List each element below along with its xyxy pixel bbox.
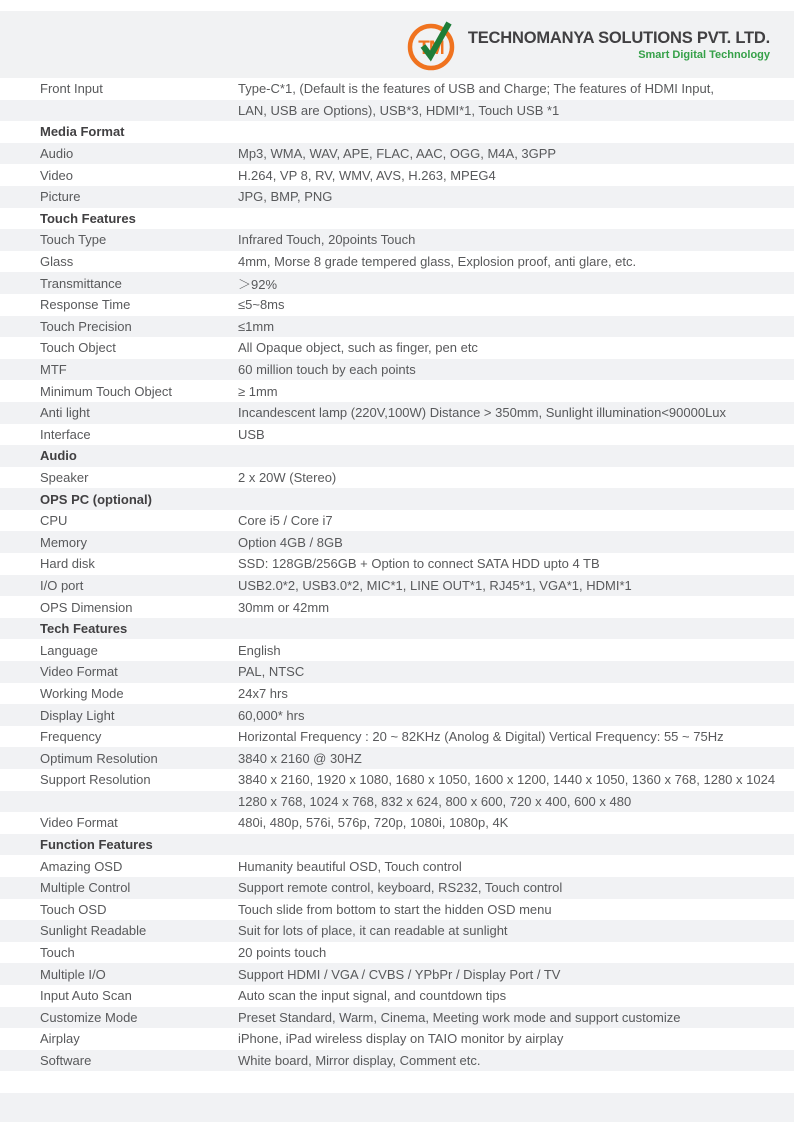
row-value: Auto scan the input signal, and countdown tips bbox=[238, 988, 507, 1004]
row-value: Option 4GB / 8GB bbox=[238, 534, 343, 550]
table-row bbox=[0, 186, 794, 208]
table-row bbox=[0, 963, 794, 985]
section-title: OPS PC (optional) bbox=[40, 491, 152, 507]
row-value: Preset Standard, Warm, Cinema, Meeting work mode and support customize bbox=[238, 1009, 681, 1025]
row-label: Video Format bbox=[40, 815, 118, 831]
table-row bbox=[0, 747, 794, 769]
row-label: CPU bbox=[40, 513, 68, 529]
table-row bbox=[0, 553, 794, 575]
row-label: Multiple Control bbox=[40, 880, 131, 896]
section-title: Audio bbox=[40, 448, 77, 464]
brand-text bbox=[468, 29, 770, 61]
row-label: Multiple I/O bbox=[40, 966, 106, 982]
row-label: Front Input bbox=[40, 81, 103, 97]
row-label: Customize Mode bbox=[40, 1009, 138, 1025]
section-title: Touch Features bbox=[40, 210, 136, 226]
table-row bbox=[0, 1050, 794, 1072]
row-value: English bbox=[238, 642, 281, 658]
table-row bbox=[0, 877, 794, 899]
company-logo-icon bbox=[404, 18, 458, 72]
row-label: Touch Type bbox=[40, 232, 107, 248]
table-row bbox=[0, 78, 794, 100]
section-header-row bbox=[0, 618, 794, 640]
row-label: OPS Dimension bbox=[40, 599, 133, 615]
section-header-row bbox=[0, 121, 794, 143]
row-value: SSD: 128GB/256GB + Option to connect SATA HDD upto 4 TB bbox=[238, 556, 600, 572]
row-value: 60,000* hrs bbox=[238, 707, 305, 723]
row-label: Video Format bbox=[40, 664, 118, 680]
table-row bbox=[0, 294, 794, 316]
row-value: 20 points touch bbox=[238, 945, 327, 961]
row-label: Input Auto Scan bbox=[40, 988, 132, 1004]
row-label: Optimum Resolution bbox=[40, 750, 158, 766]
row-label: Minimum Touch Object bbox=[40, 383, 172, 399]
row-label: Anti light bbox=[40, 405, 90, 421]
table-row bbox=[0, 380, 794, 402]
row-label: Audio bbox=[40, 146, 74, 162]
company-tagline: Smart Digital Technology bbox=[638, 48, 770, 61]
table-row bbox=[0, 726, 794, 748]
spec-table bbox=[0, 78, 794, 1071]
table-row bbox=[0, 424, 794, 446]
table-row bbox=[0, 100, 794, 122]
row-value: All Opaque object, such as finger, pen etc bbox=[238, 340, 478, 356]
row-value: JPG, BMP, PNG bbox=[238, 189, 333, 205]
row-value: Suit for lots of place, it can readable at sunlight bbox=[238, 923, 508, 939]
row-value: Horizontal Frequency : 20 ~ 82KHz (Anolog & Digital) Vertical Frequency: 55 ~ 75Hz bbox=[238, 729, 724, 745]
row-value: H.264, VP 8, RV, WMV, AVS, H.263, MPEG4 bbox=[238, 167, 496, 183]
row-value: ＞92% bbox=[238, 276, 278, 292]
row-value: Humanity beautiful OSD, Touch control bbox=[238, 858, 462, 874]
row-label: Speaker bbox=[40, 469, 89, 485]
row-value: Type-C*1, (Default is the features of USB and Charge; The features of HDMI Input, bbox=[238, 81, 714, 97]
row-label: Sunlight Readable bbox=[40, 923, 147, 939]
table-row bbox=[0, 359, 794, 381]
table-row bbox=[0, 251, 794, 273]
row-value: PAL, NTSC bbox=[238, 664, 305, 680]
row-label: Language bbox=[40, 642, 98, 658]
table-row bbox=[0, 942, 794, 964]
row-value: Incandescent lamp (220V,100W) Distance > 350mm, Sunlight illumination<90000Lux bbox=[238, 405, 727, 421]
row-label: Frequency bbox=[40, 729, 102, 745]
row-value: USB2.0*2, USB3.0*2, MIC*1, LINE OUT*1, RJ45*1, VGA*1, HDMI*1 bbox=[238, 577, 632, 593]
row-label: Airplay bbox=[40, 1031, 80, 1047]
row-value: USB bbox=[238, 426, 265, 442]
table-row bbox=[0, 402, 794, 424]
table-row bbox=[0, 985, 794, 1007]
row-label: Support Resolution bbox=[40, 772, 151, 788]
row-label: I/O port bbox=[40, 577, 84, 593]
table-row bbox=[0, 812, 794, 834]
row-value: 480i, 480p, 576i, 576p, 720p, 1080i, 1080p, 4K bbox=[238, 815, 509, 831]
row-label: Working Mode bbox=[40, 685, 124, 701]
row-value: ≤5~8ms bbox=[238, 297, 285, 313]
header-band bbox=[0, 11, 794, 78]
row-label: Software bbox=[40, 1053, 92, 1069]
table-row bbox=[0, 143, 794, 165]
row-label: Memory bbox=[40, 534, 87, 550]
row-value: 24x7 hrs bbox=[238, 685, 288, 701]
row-label: Touch bbox=[40, 945, 75, 961]
row-value: 1280 x 768, 1024 x 768, 832 x 624, 800 x 600, 720 x 400, 600 x 480 bbox=[238, 793, 632, 809]
row-label: Glass bbox=[40, 254, 74, 270]
section-header-row bbox=[0, 208, 794, 230]
section-header-row bbox=[0, 445, 794, 467]
row-label: MTF bbox=[40, 362, 67, 378]
row-value: ≤1mm bbox=[238, 318, 275, 334]
table-row bbox=[0, 229, 794, 251]
row-label: Touch Object bbox=[40, 340, 116, 356]
brand-logo bbox=[404, 18, 770, 72]
table-row bbox=[0, 920, 794, 942]
table-row bbox=[0, 164, 794, 186]
row-value: 60 million touch by each points bbox=[238, 362, 416, 378]
table-row bbox=[0, 704, 794, 726]
row-value: Mp3, WMA, WAV, APE, FLAC, AAC, OGG, M4A, 3GPP bbox=[238, 146, 557, 162]
row-label: Hard disk bbox=[40, 556, 95, 572]
table-row bbox=[0, 272, 794, 294]
table-row bbox=[0, 596, 794, 618]
row-value: Support remote control, keyboard, RS232, Touch control bbox=[238, 880, 563, 896]
table-row bbox=[0, 337, 794, 359]
row-value: 4mm, Morse 8 grade tempered glass, Explosion proof, anti glare, etc. bbox=[238, 254, 637, 270]
footer-bar bbox=[0, 1093, 794, 1122]
table-row bbox=[0, 316, 794, 338]
row-value: ≥ 1mm bbox=[238, 383, 278, 399]
row-label: Picture bbox=[40, 189, 81, 205]
row-label: Response Time bbox=[40, 297, 131, 313]
table-row bbox=[0, 639, 794, 661]
table-row bbox=[0, 899, 794, 921]
row-value: Touch slide from bottom to start the hidden OSD menu bbox=[238, 901, 552, 917]
company-name: TECHNOMANYA SOLUTIONS PVT. LTD. bbox=[467, 28, 770, 47]
table-row bbox=[0, 467, 794, 489]
svg-text:TM: TM bbox=[418, 37, 444, 59]
table-row bbox=[0, 661, 794, 683]
table-row bbox=[0, 531, 794, 553]
row-label: Amazing OSD bbox=[40, 858, 123, 874]
row-value: Core i5 / Core i7 bbox=[238, 513, 333, 529]
section-title: Function Features bbox=[40, 837, 153, 853]
table-row bbox=[0, 1028, 794, 1050]
row-value: LAN, USB are Options), USB*3, HDMI*1, Touch USB *1 bbox=[238, 102, 560, 118]
row-value: White board, Mirror display, Comment etc. bbox=[238, 1053, 481, 1069]
row-label: Video bbox=[40, 167, 74, 183]
row-value: iPhone, iPad wireless display on TAIO monitor by airplay bbox=[238, 1031, 564, 1047]
row-value: Support HDMI / VGA / CVBS / YPbPr / Display Port / TV bbox=[238, 966, 561, 982]
section-title: Media Format bbox=[40, 124, 125, 140]
table-row bbox=[0, 683, 794, 705]
row-value: 3840 x 2160 @ 30HZ bbox=[238, 750, 362, 766]
table-row bbox=[0, 510, 794, 532]
row-label: Touch OSD bbox=[40, 901, 107, 917]
row-value: Infrared Touch, 20points Touch bbox=[238, 232, 416, 248]
table-row bbox=[0, 575, 794, 597]
row-value: 3840 x 2160, 1920 x 1080, 1680 x 1050, 1600 x 1200, 1440 x 1050, 1360 x 768, 1280 x 1024 bbox=[238, 772, 776, 788]
table-row bbox=[0, 1007, 794, 1029]
row-label: Interface bbox=[40, 426, 91, 442]
table-row bbox=[0, 769, 794, 791]
section-header-row bbox=[0, 834, 794, 856]
row-label: Touch Precision bbox=[40, 318, 132, 334]
table-row bbox=[0, 855, 794, 877]
section-title: Tech Features bbox=[40, 621, 128, 637]
row-value: 30mm or 42mm bbox=[238, 599, 330, 615]
row-label: Transmittance bbox=[40, 275, 122, 291]
section-header-row bbox=[0, 488, 794, 510]
table-row bbox=[0, 791, 794, 813]
row-value: 2 x 20W (Stereo) bbox=[238, 469, 337, 485]
row-label: Display Light bbox=[40, 707, 115, 723]
